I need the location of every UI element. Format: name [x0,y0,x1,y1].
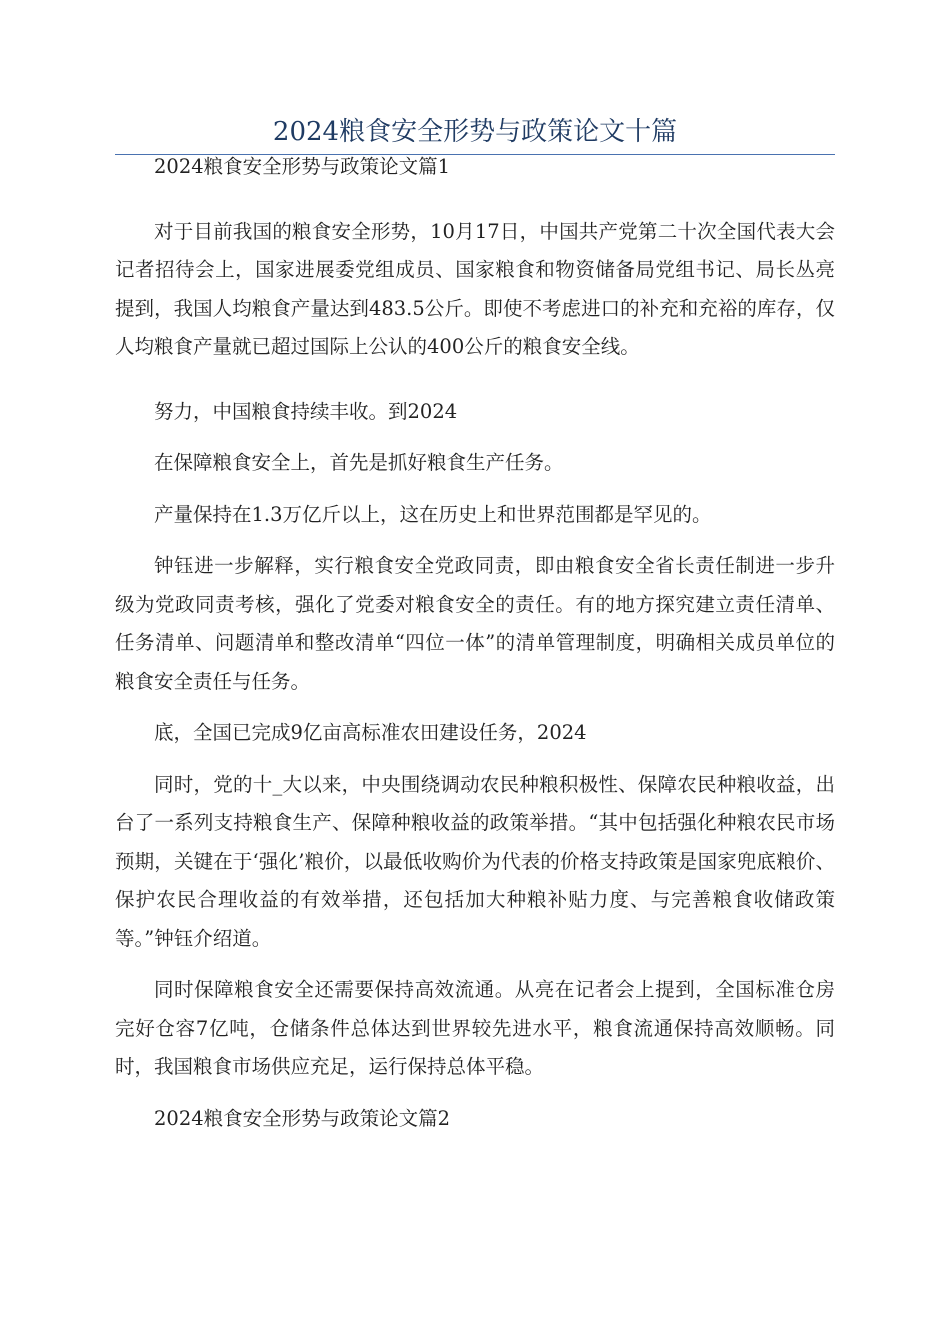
document-body [115,148,835,1138]
paragraph: 底，全国已完成9亿亩高标准农田建设任务，2024 [154,721,587,744]
paragraph: 同时保障粮食安全还需要保持高效流通。从亮在记者会上提到，全国标准仓房完好仓容7亿吨，仓储条件总体达到世界较先进水平，粮食流通保持高效顺畅。同时，我国粮食市场供应充足，运行保持总体平稳。 [115,978,835,1078]
paragraph: 努力，中国粮食持续丰收。到2024 [154,399,458,423]
section-heading-1: 2024粮食安全形势与政策论文篇1 [154,155,451,178]
paragraph: 钟钰进一步解释，实行粮食安全党政同责，即由粮食安全省长责任制进一步升级为党政同责考核，强化了党委对粮食安全的责任。有的地方探究建立责任清单、任务清单、问题清单和整改清单“四位一体”的清单管理制度，明确相关成员单位的粮食安全责任与任务。 [115,554,835,693]
paragraph: 产量保持在1.3万亿斤以上，这在历史上和世界范围都是罕见的。 [154,502,712,526]
paragraph: 在保障粮食安全上，首先是抓好粮食生产任务。 [154,451,564,474]
document-title: 2024粮食安全形势与政策论文十篇 [272,117,678,147]
paragraph: 同时，党的十_大以来，中央围绕调动农民种粮积极性、保障农民种粮收益，出台了一系列支持粮食生产、保障种粮收益的政策举措。“其中包括强化种粮农民市场预期，关键在于‘强化’粮价，以最低收购价为代表的价格支持政策是国家兜底粮价、保护农民合理收益的有效举措，还包括加大种粮补贴力度、与完善粮食收储政策等。”钟钰介绍道。 [115,772,835,950]
paragraph: 对于目前我国的粮食安全形势，10月17日，中国共产党第二十次全国代表大会记者招待会上，国家进展委党组成员、国家粮食和物资储备局党组书记、局长丛亮提到，我国人均粮食产量达到483.5公斤。即使不考虑进口的补充和充裕的库存，仅人均粮食产量就已超过国际上公认的400公斤的粮食安全线。 [115,219,835,358]
section-heading-2: 2024粮食安全形势与政策论文篇2 [154,1106,451,1130]
